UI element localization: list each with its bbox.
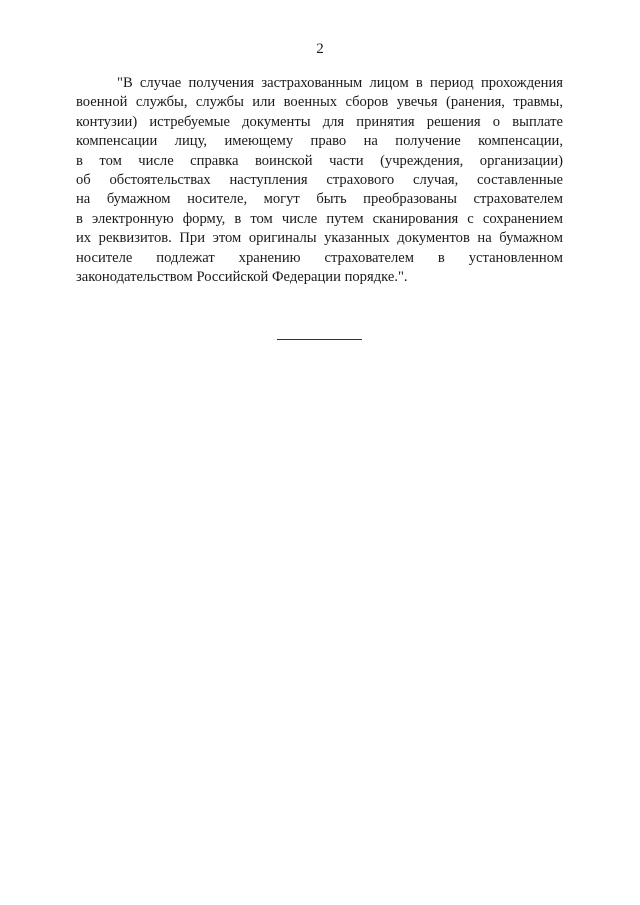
paragraph-line: контузии) истребуемые документы для принятия решения о выплате [76, 113, 563, 130]
end-of-text-rule [277, 339, 362, 340]
paragraph-line: "В случае получения застрахованным лицом в период прохождения [117, 75, 563, 91]
paragraph-line: их реквизитов. При этом оригиналы указанных документов на бумажном [76, 230, 563, 247]
paragraph-line: военной службы, службы или военных сборов увечья (ранения, травмы, [76, 94, 563, 111]
paragraph-line: носителе подлежат хранению страхователем в установленном [76, 249, 563, 266]
paragraph-line: законодательством Российской Федерации порядке.". [76, 268, 408, 285]
paragraph-line: на бумажном носителе, могут быть преобразованы страхователем [76, 191, 563, 208]
paragraph-line: в том числе справка воинской части (учреждения, организации) [76, 152, 563, 169]
paragraph-line: компенсации лицу, имеющему право на получение компенсации, [76, 133, 563, 150]
page-number: 2 [316, 41, 324, 57]
paragraph-line: об обстоятельствах наступления страхового случая, составленные [76, 171, 563, 188]
amendment-paragraph [76, 74, 563, 287]
paragraph-line: в электронную форму, в том числе путем сканирования с сохранением [76, 210, 563, 227]
